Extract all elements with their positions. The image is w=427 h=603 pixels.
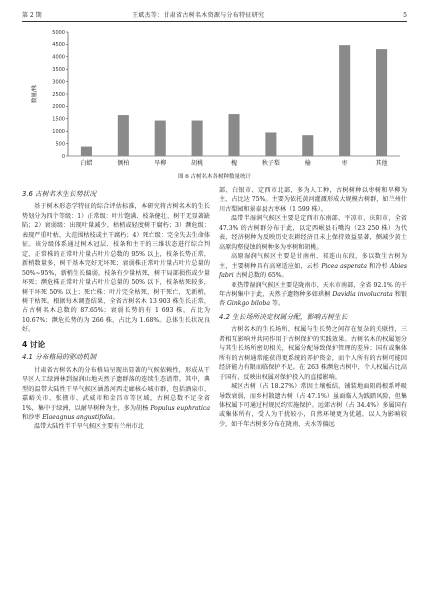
x-tick-label: 侧柏: [117, 160, 130, 167]
running-header: [22, 9, 407, 22]
y-tick-label: 4500: [52, 42, 65, 49]
bar-1: [81, 147, 92, 156]
text-run: 甘肃省古树名木的分布格局呈现出显著的气候依赖性，形成从干旱区人工绿洲林到湿润山地天然子遗群落的连续生态谱带。其中，典型的温带大陆性干旱气候区涵盖河西走廊核心城市群，包括酒泉市、嘉峪关市、张掖市、武威市和金昌市等区域，古树总数不足全省 1%，集中于绿洲，以耐旱树种为主，多为胡杨: [22, 366, 210, 412]
latin-name: Picea asperata: [321, 262, 368, 270]
text-run: 古树总数的 65%。: [233, 272, 288, 280]
paragraph: 温带大陆性半干旱气候区主要有兰州市北: [34, 423, 144, 431]
running-title: 王斌杰等：甘肃省古树名木资源与分布特征研究: [132, 12, 265, 19]
y-tick-label: 1500: [52, 116, 65, 123]
section-heading-4-2: 4.2 生长场所决定权属分配，影响古树生长: [219, 312, 348, 321]
y-tick-label: 3500: [52, 67, 65, 73]
latin-name: Elaeagnus angustifolia: [42, 413, 113, 421]
x-tick-label: 白蜡: [80, 160, 93, 167]
paragraph: [219, 252, 407, 280]
y-tick-label: 500: [55, 141, 65, 148]
y-tick-label: 0: [61, 153, 65, 160]
text-run: 。: [112, 413, 119, 421]
bar-9: [376, 49, 387, 156]
x-tick-label: 其他: [375, 160, 388, 167]
paragraph: 基于树木形态学特征的综合评估标准，本研究将古树名木的生长势划分为四个等级：1）正常级：叶片饱满、枝条健壮，树干无显著缺陷；2）衰弱级：出现叶量减少、枯梢或轻度树干腐朽；3）濒危级：表现严重叶枯、大范围枯枝或主干腐朽；4）死亡级：完全失去生命体征。该分级体系通过树木冠层、枝条和主干的三维状态进行综合判定，正常株的正常叶片量占叶片总数的 95% 以上，枝条长势正常，新梢数量多，树干基本完好无坏死；衰弱株正常叶片量占叶片总量的 50%~95%，新梢生长偏弱，枝条有少量枯死，树干局部损伤或少量坏死；濒危株正常叶片量占叶片总量的 50% 以下，枝条枯死较多，树干坏死 50% 以上；死亡株：叶片完全枯死，树干死亡，无新梢，树干枯死。根据每木调查结果，全省古树名木 13 903 株生长正常，占古树名木总数的 87.65%；衰弱长势的有 1 693 株，占比为 10.67%；濒危长势的为 266 株，占比为 1.68%。总体生长状况良好。: [22, 203, 210, 334]
y-tick-label: 2000: [52, 104, 65, 111]
paragraph: 部、白银市、定西市北部，多为人工种，古树树种以枣树和旱柳为主，占比达 75%。主要为依托黄河灌溉形成大规模古树群，如兰州什川古梨园和景泰县古枣林（1 599 株）。: [219, 187, 407, 213]
figure-caption: 图 6 古树名木各树种数量统计: [178, 174, 251, 180]
x-tick-label: 枣: [341, 160, 348, 167]
paragraph: [22, 366, 210, 423]
text-run: 和冷杉: [367, 262, 391, 270]
latin-name: Populus euphratica: [150, 404, 210, 412]
x-tick-label: 榆: [304, 160, 311, 167]
bar-3: [155, 121, 166, 156]
y-tick-label: 5000: [52, 29, 65, 36]
x-tick-label: 旱柳: [154, 160, 167, 167]
issue-label: 第 2 期: [22, 12, 42, 19]
x-tick-label: 胡桃: [191, 160, 204, 167]
page-number: 5: [403, 12, 407, 19]
bar-5: [228, 114, 239, 156]
text-run: 和沙枣: [22, 413, 43, 421]
left-column: [22, 186, 210, 432]
paragraph: [219, 281, 407, 309]
bar-8: [339, 45, 350, 156]
bar-chart: [22, 26, 407, 172]
paragraph: 古树名木的生长场所、权属与生长势之间存在复杂的关联性，三者相互影响并共同作用于古树保护的实践效果。古树名木的权属划分与其生长场所密切相关，权属分配导致保护管理的差异；国有或集体所有的古树通常能获得更系统的养护资金，而个人所有的古树可能因经济能力有限而临保护不足。在 263 株濒危古树中，个人权属占比高于国有，反映出权属对保护投入的直接影响。: [219, 326, 407, 381]
y-tick-label: 1000: [52, 129, 65, 135]
latin-name: Abies fabri: [219, 262, 407, 280]
y-tick-label: 3000: [52, 79, 65, 86]
latin-name: Ginkgo biloba: [227, 300, 270, 308]
paragraph: 温带半湿润气候区主要是定西市东南部、平凉市、庆阳市，全省 47.3% 的古树群分布于此，以定西岷县石嘴沟（23 250 株）为代表，经济树种为反映历史农耕经济且未上保持效益显著，侧减少黄土高原沟壑侵蚀的树种多为枣树和胡桃。: [219, 215, 407, 251]
latin-name: Davidia involucrata: [332, 290, 393, 298]
text-run: 高原湿润气候区主要是甘南州、祁连山东段，多以数生古树为主，主要树种具有高寒适应如，云杉: [219, 253, 407, 270]
y-tick-label: 2500: [52, 91, 65, 98]
text-run: 和银杏: [219, 290, 408, 308]
bar-chart-figure: [22, 26, 407, 182]
text-run: 亚热带湿润气候区主要是陇南市、天水市南部，全省 92.1% 的千年古树集中于此，天然子遗物种多如珙桐: [219, 281, 407, 298]
bar-2: [118, 115, 129, 156]
bar-7: [302, 135, 313, 156]
x-tick-label: 秋子梨: [261, 160, 280, 167]
bar-6: [265, 132, 276, 156]
section-heading-4-1: 4.1 分布格局的驱动机制: [22, 353, 97, 362]
chapter-heading-discussion: 4 讨论: [22, 339, 46, 349]
y-tick-label: 4000: [52, 54, 65, 61]
paragraph: 城区古树（占 18.27%）常因土壤板结、铺装地面阻碍根系呼吸导致衰弱，而乡村散遗古树（占 47.1%）虽面临人为践踏风险，但集体权属下可通过村规民约实施保护。远郊古树（占 34.4%）多属国有或集体所有，受人为干扰较小，自然环境更为优越，以人为影响较少，如千年古树多分布在陇南、天水等偏远: [219, 383, 407, 428]
section-heading-3-6: 3.6 古树名木生长势状况: [22, 190, 97, 198]
text-run: 等。: [269, 300, 285, 308]
x-tick-label: 槐: [230, 160, 238, 167]
bar-4: [192, 121, 203, 156]
right-column: [219, 186, 407, 429]
y-axis-label: 数量/株: [32, 84, 38, 104]
